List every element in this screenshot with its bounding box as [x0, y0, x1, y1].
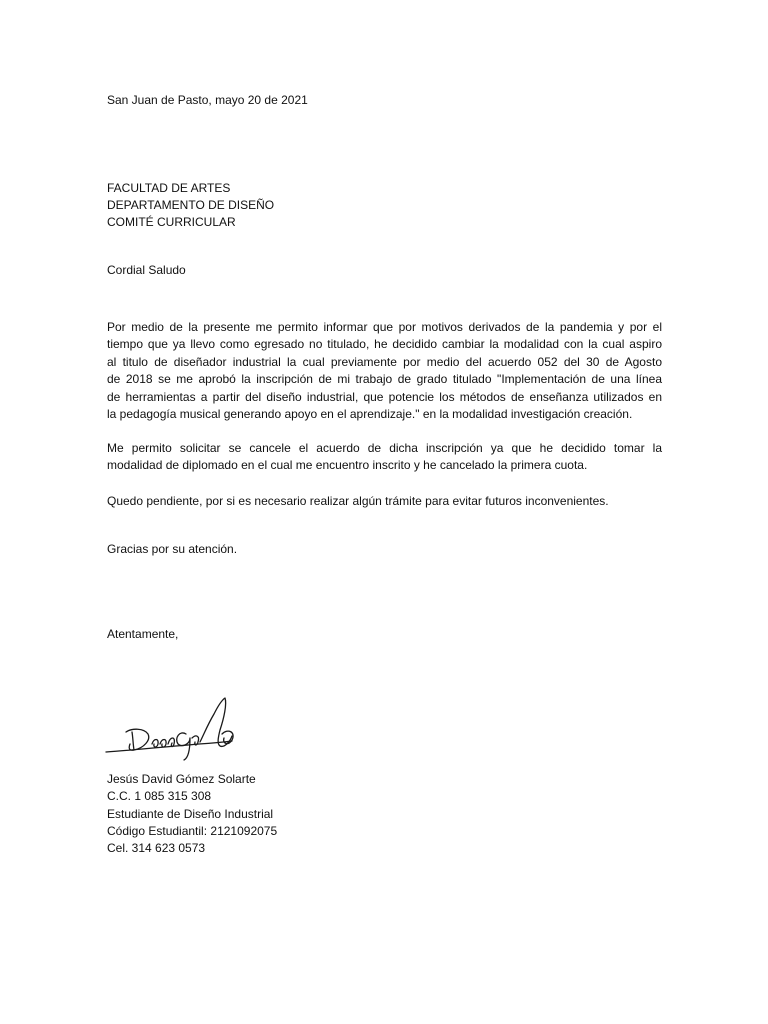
signer-student-code: Código Estudiantil: 2121092075 — [107, 824, 278, 838]
paragraph-2-line: modalidad de diplomado en el cual me encuentro inscrito y he cancelado la primera cuota. — [107, 458, 588, 473]
paragraph-1 — [107, 319, 662, 423]
signer-id: C.C. 1 085 315 308 — [107, 789, 212, 803]
greeting: Cordial Saludo — [107, 263, 186, 277]
recipient-line-3: COMITÉ CURRICULAR — [107, 215, 236, 229]
signer-phone: Cel. 314 623 0573 — [107, 841, 206, 855]
recipient-line-1: FACULTAD DE ARTES — [107, 181, 231, 195]
paragraph-2-line: Me permito solicitar se cancele el acuerdo de dicha inscripción ya que he decidido tomar la — [107, 441, 662, 455]
signer-role: Estudiante de Diseño Industrial — [107, 807, 274, 821]
paragraph-1-line: de 2018 se me aprobó la inscripción de mi trabajo de grado titulado "Implementación de una línea — [107, 372, 662, 387]
paragraph-1-line: al titulo de diseñador industrial la cual previamente por medio del acuerdo 052 del 30 de Agosto — [107, 354, 662, 369]
paragraph-2 — [107, 440, 662, 475]
closing: Atentamente, — [107, 627, 179, 641]
paragraph-1-line: la pedagogía musical generando apoyo en el aprendizaje." en la modalidad investigación creación. — [107, 407, 633, 422]
paragraph-3: Quedo pendiente, por si es necesario realizar algún trámite para evitar futuros inconvenientes. — [107, 494, 609, 508]
signer-name: Jesús David Gómez Solarte — [107, 772, 256, 786]
signature-icon — [104, 694, 244, 762]
paragraph-1-line: de herramientas a partir del diseño industrial, que potencie los métodos de enseñanza utilizados en — [107, 389, 662, 404]
paragraph-1-line: Por medio de la presente me permito informar que por motivos derivados de la pandemia y por el — [107, 320, 662, 334]
thanks: Gracias por su atención. — [107, 542, 238, 556]
recipient-line-2: DEPARTAMENTO DE DISEÑO — [107, 198, 275, 212]
place-date: San Juan de Pasto, mayo 20 de 2021 — [107, 93, 308, 107]
paragraph-1-line: tiempo que ya llevo como egresado no titulado, he decidido cambiar la modalidad con la cual aspiro — [107, 337, 662, 352]
